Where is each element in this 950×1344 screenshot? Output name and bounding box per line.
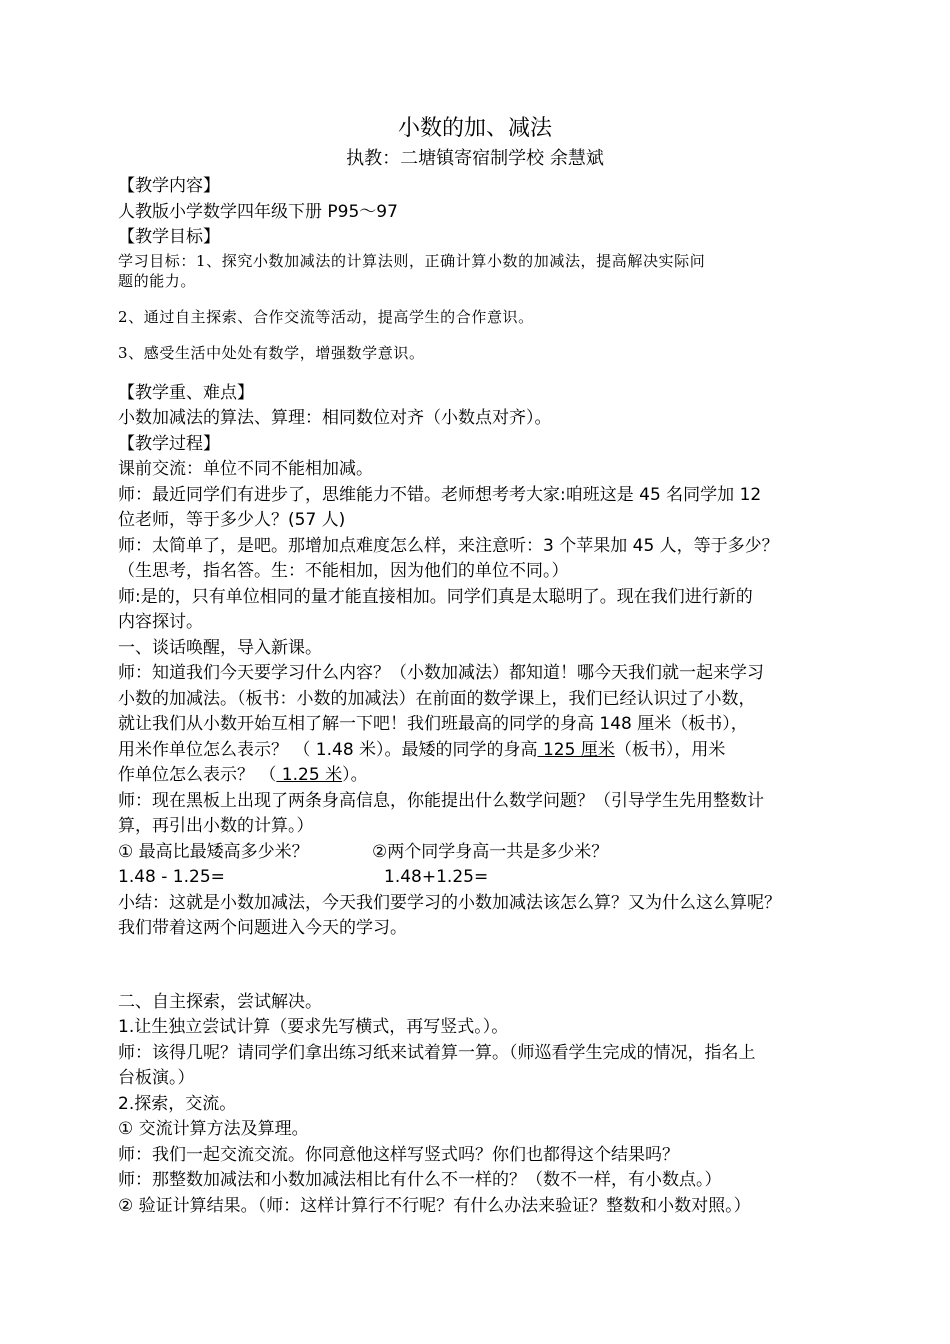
goal-line: 题的能力。 [118,271,197,290]
equation-2: 1.48+1.25= [384,867,489,887]
section-heading: 二、自主探索，尝试解决。 [118,991,322,1012]
equation-row [118,865,858,891]
paragraph: 就让我们从小数开始互相了解一下吧！我们班最高的同学的身高 148 厘米（板书）， [118,714,748,734]
paragraph: 师：那整数加减法和小数加减法相比有什么不一样的？（数不一样，有小数点。） [118,1170,722,1190]
paragraph: 师：我们一起交流交流。你同意他这样写竖式吗？你们也都得这个结果吗？ [118,1144,679,1165]
paragraph: 师：该得几呢？请同学们拿出练习纸来试着算一算。（师巡看学生完成的情况，指名上 [118,1042,756,1063]
underlined-answer: 1.25 米 [276,765,343,785]
paragraph: 师:是的，只有单位相同的量才能直接相加。同学们真是太聪明了。现在我们进行新的 [118,586,753,607]
underlined-answer: 125 厘米 [537,739,615,760]
paragraph: 师：最近同学们有进步了，思维能力不错。老师想考考大家:咱班这是 45 名同学加 12 [118,484,762,505]
paragraph: 位老师，等于多少人？(57 人) [118,510,346,530]
section-heading: 【教学过程】 [118,433,220,454]
text-run: 作单位怎么表示？ （ [118,765,277,785]
paragraph: （生思考，指名答。生：不能相加，因为他们的单位不同。） [118,561,569,581]
paragraph: 师：知道我们今天要学习什么内容？（小数加减法）都知道！哪今天我们就一起来学习 [118,663,764,683]
paragraph: 课前交流：单位不同不能相加减。 [118,459,373,479]
paragraph: ② 验证计算结果。（师：这样计算行不行呢？有什么办法来验证？整数和小数对照。） [118,1195,751,1216]
author-line: 执教：二塘镇寄宿制学校 余慧斌 [346,148,604,169]
goal-line: 学习目标：1、探究小数加减法的计算法则，正确计算小数的加减法，提高解决实际问 [118,251,706,270]
document-body [118,174,858,1219]
paragraph: ① 交流计算方法及算理。 [118,1119,309,1139]
text-run: （板书），用米 [614,739,726,760]
paragraph: 师：太简单了，是吧。那增加点难度怎么样，来注意听：3 个苹果加 45 人，等于多少？ [118,535,779,556]
text-run: 用米作单位怎么表示？ （ 1.48 米）。最矮的同学的身高 [118,739,538,760]
section-heading: 【教学目标】 [118,227,220,247]
paragraph: 内容探讨。 [118,612,203,632]
text-run: ）。 [342,765,368,785]
paragraph: 小结：这就是小数加减法，今天我们要学习的小数加减法该怎么算？又为什么这么算呢？ [118,892,781,913]
question-row [118,840,858,866]
document-title: 小数的加、减法 [397,116,552,141]
paragraph: 小数加减法的算法、算理：相同数位对齐（小数点对齐）。 [118,408,552,428]
paragraph: 师：现在黑板上出现了两条身高信息，你能提出什么数学问题？（引导学生先用整数计 [118,790,764,811]
paragraph: 1.让生独立尝试计算（要求先写横式，再写竖式。）。 [118,1017,509,1037]
equation-1: 1.48 - 1.25= [118,867,225,887]
goal-line: 3、感受生活中处处有数学，增强数学意识。 [118,343,425,362]
section-heading: 一、谈话唤醒，导入新课。 [118,637,322,658]
section-heading: 【教学重、难点】 [118,382,254,403]
paragraph: 小数的加减法。（板书：小数的加减法）在前面的数学课上，我们已经认识过了小数， [118,688,756,709]
paragraph: 人教版小学数学四年级下册 P95～97 [118,201,398,222]
goal-line: 2、通过自主探索、合作交流等活动，提高学生的合作意识。 [118,307,534,326]
paragraph: 台板演。） [118,1068,195,1088]
paragraph [118,763,858,789]
question-1: ① 最高比最矮高多少米？ [118,841,309,862]
section-heading: 【教学内容】 [118,176,220,196]
question-2: ②两个同学身高一共是多少米？ [372,841,609,862]
paragraph: 算，再引出小数的计算。） [118,816,314,836]
paragraph [118,738,858,764]
paragraph: 我们带着这两个问题进入今天的学习。 [118,918,407,938]
paragraph: 2.探索，交流。 [118,1093,237,1114]
